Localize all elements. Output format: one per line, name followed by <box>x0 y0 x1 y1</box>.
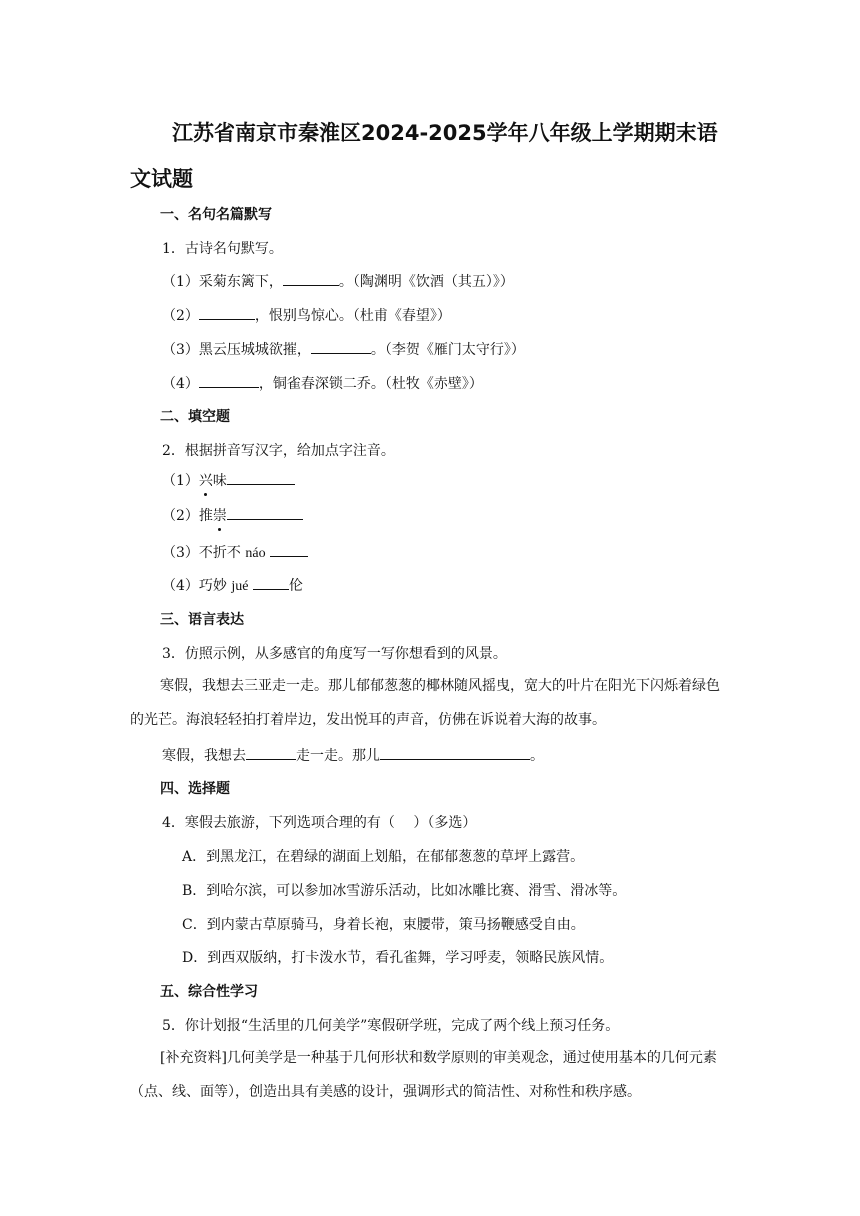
answer-blank[interactable] <box>283 271 339 286</box>
question-1-part-1 <box>162 271 514 291</box>
pinyin: náo <box>245 546 266 561</box>
question-2: 2．根据拼音写汉字，给加点字注音。 <box>162 443 395 459</box>
text: （4）巧妙 <box>162 578 232 594</box>
answer-blank[interactable] <box>227 470 295 485</box>
section-heading-5: 五、综合性学习 <box>160 984 258 1000</box>
answer-blank[interactable] <box>270 542 308 557</box>
answer-blank[interactable] <box>227 505 303 520</box>
text: （4） <box>162 376 199 392</box>
text: 。 <box>530 748 544 764</box>
text: 走一走。那儿 <box>296 748 380 764</box>
text: ，铜雀春深锁二乔。（杜牧《赤壁》） <box>258 376 483 392</box>
answer-blank[interactable] <box>246 745 296 760</box>
text: （1）采菊东篱下， <box>162 274 283 290</box>
question-3-fill <box>162 745 544 765</box>
answer-blank[interactable] <box>199 305 255 320</box>
text: 。（陶渊明《饮酒（其五）》） <box>338 274 514 290</box>
question-2-item-2 <box>162 505 303 525</box>
section-heading-4: 四、选择题 <box>160 781 230 797</box>
text: （1） <box>162 473 199 489</box>
question-3: 3．仿照示例，从多感官的角度写一写你想看到的风景。 <box>162 646 507 662</box>
answer-blank[interactable] <box>311 339 371 354</box>
text: （2）推 <box>162 508 213 524</box>
dotted-character: 兴 <box>199 470 213 490</box>
text: （3）黑云压城城欲摧， <box>162 342 311 358</box>
text: 寒假，我想去 <box>162 748 246 764</box>
question-4: 4．寒假去旅游，下列选项合理的有（ ）（多选） <box>162 815 477 831</box>
pinyin: jué <box>231 579 249 594</box>
text: 。（李贺《雁门太守行》） <box>370 342 525 358</box>
answer-blank[interactable] <box>380 745 530 760</box>
supplement-paragraph: [补充资料]几何美学是一种基于几何形状和数学原则的审美观念，通过使用基本的几何元素（点、线、面等），创造出具有美感的设计，强调形式的简洁性、对称性和秩序感。 <box>130 1050 717 1100</box>
dotted-character: 崇 <box>213 505 227 525</box>
example-paragraph: 寒假，我想去三亚走一走。那儿郁郁葱葱的椰林随风摇曳，宽大的叶片在阳光下闪烁着绿色的光芒。海浪轻轻拍打着岸边，发出悦耳的声音，仿佛在诉说着大海的故事。 <box>130 678 720 728</box>
text: 味 <box>212 473 227 489</box>
question-2-item-1 <box>162 470 295 490</box>
section-heading-3: 三、语言表达 <box>160 612 244 628</box>
question-1-part-4 <box>162 373 483 393</box>
section-heading-1: 一、名句名篇默写 <box>160 207 272 223</box>
answer-blank[interactable] <box>253 575 289 590</box>
text: 伦 <box>288 578 303 594</box>
question-5: 5．你计划报“生活里的几何美学”寒假研学班，完成了两个线上预习任务。 <box>162 1018 620 1034</box>
answer-blank[interactable] <box>199 373 259 388</box>
question-2-item-3 <box>162 542 308 562</box>
option-a[interactable]: A．到黑龙江，在碧绿的湖面上划船，在郁郁葱葱的草坪上露营。 <box>182 849 585 865</box>
section-heading-2: 二、填空题 <box>160 409 230 425</box>
question-1: 1．古诗名句默写。 <box>162 241 283 257</box>
question-1-part-2 <box>162 305 451 325</box>
question-2-item-4 <box>162 575 303 595</box>
option-c[interactable]: C．到内蒙古草原骑马，身着长袍，束腰带，策马扬鞭感受自由。 <box>182 917 585 933</box>
text: ，恨别鸟惊心。（杜甫《春望》） <box>254 308 451 324</box>
option-d[interactable]: D．到西双版纳，打卡泼水节，看孔雀舞，学习呼麦，领略民族风情。 <box>182 950 614 966</box>
page-title: 江苏省南京市秦淮区2024-2025学年八年级上学期期末语文试题 <box>130 121 718 191</box>
option-b[interactable]: B．到哈尔滨，可以参加冰雪游乐活动，比如冰雕比赛、滑雪、滑冰等。 <box>182 883 627 899</box>
question-1-part-3 <box>162 339 525 359</box>
text: （3）不折不 <box>162 545 246 561</box>
text: （2） <box>162 308 199 324</box>
